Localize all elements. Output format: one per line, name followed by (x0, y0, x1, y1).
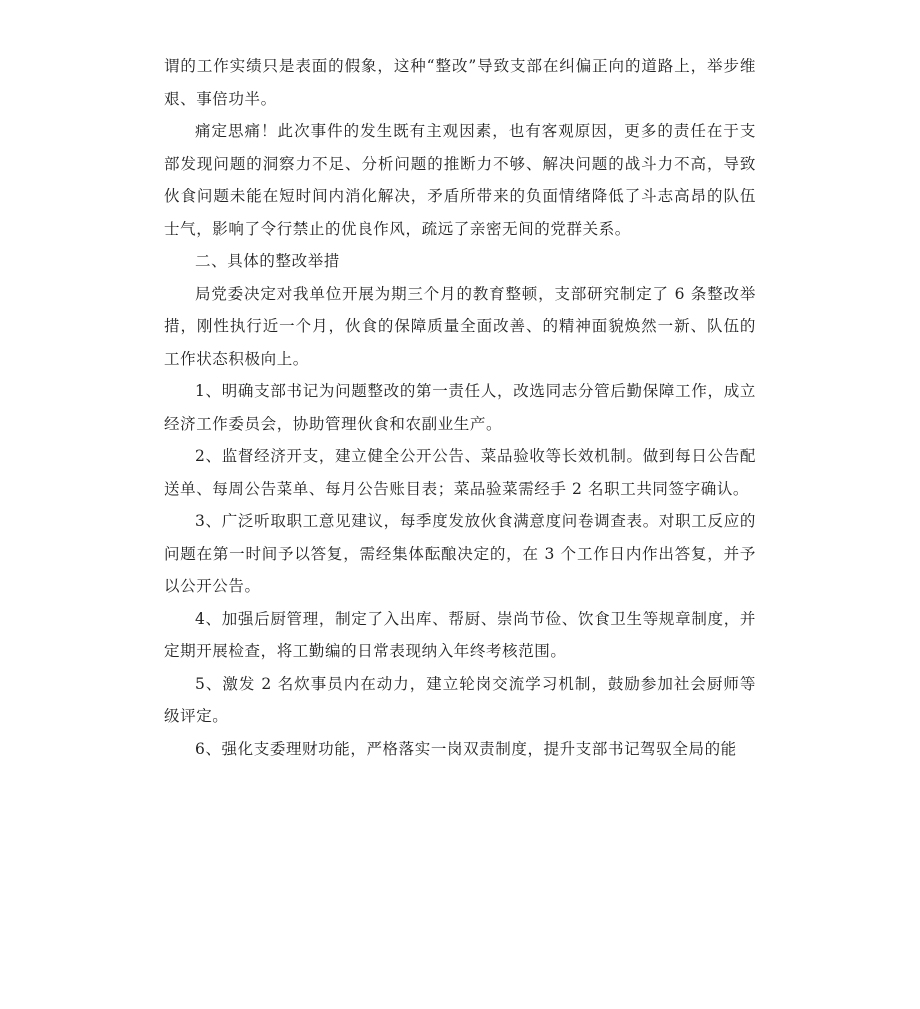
paragraph-reflection: 痛定思痛！此次事件的发生既有主观因素，也有客观原因，更多的责任在于支部发现问题的洞察力不足、分析问题的推断力不够、解决问题的战斗力不高，导致伙食问题未能在短时间内消化解决，矛盾所带来的负面情绪降低了斗志高昂的队伍士气，影响了令行禁止的优良作风，疏远了亲密无间的党群关系。 (164, 122, 756, 238)
section-heading: 二、具体的整改举措 (195, 252, 340, 270)
list-item: 3、广泛听取职工意见建议，每季度发放伙食满意度问卷调查表。对职工反应的问题在第一时间予以答复，需经集体酝酿决定的，在 3 个工作日内作出答复，并予以公开公告。 (164, 512, 756, 595)
list-item: 4、加强后厨管理，制定了入出库、帮厨、崇尚节俭、饮食卫生等规章制度，并定期开展检查，将工勤编的日常表现纳入年终考核范围。 (164, 609, 756, 660)
paragraph-continuation: 谓的工作实绩只是表面的假象，这种“整改”导致支部在纠偏正向的道路上，举步维艰、事倍功半。 (164, 57, 756, 108)
list-item: 1、明确支部书记为问题整改的第一责任人，改选同志分管后勤保障工作，成立经济工作委员会，协助管理伙食和农副业生产。 (164, 382, 756, 433)
paragraph-overview: 局党委决定对我单位开展为期三个月的教育整顿，支部研究制定了 6 条整改举措，刚性执行近一个月，伙食的保障质量全面改善、的精神面貌焕然一新、队伍的工作状态积极向上。 (164, 284, 756, 368)
list-item: 5、激发 2 名炊事员内在动力，建立轮岗交流学习机制，鼓励参加社会厨师等级评定。 (164, 674, 756, 725)
document-body (164, 50, 756, 765)
list-item: 6、强化支委理财功能，严格落实一岗双责制度，提升支部书记驾驭全局的能 (195, 739, 737, 758)
list-item: 2、监督经济开支，建立健全公开公告、菜品验收等长效机制。做到每日公告配送单、每周公告菜单、每月公告账目表；菜品验菜需经手 2 名职工共同签字确认。 (164, 447, 756, 498)
